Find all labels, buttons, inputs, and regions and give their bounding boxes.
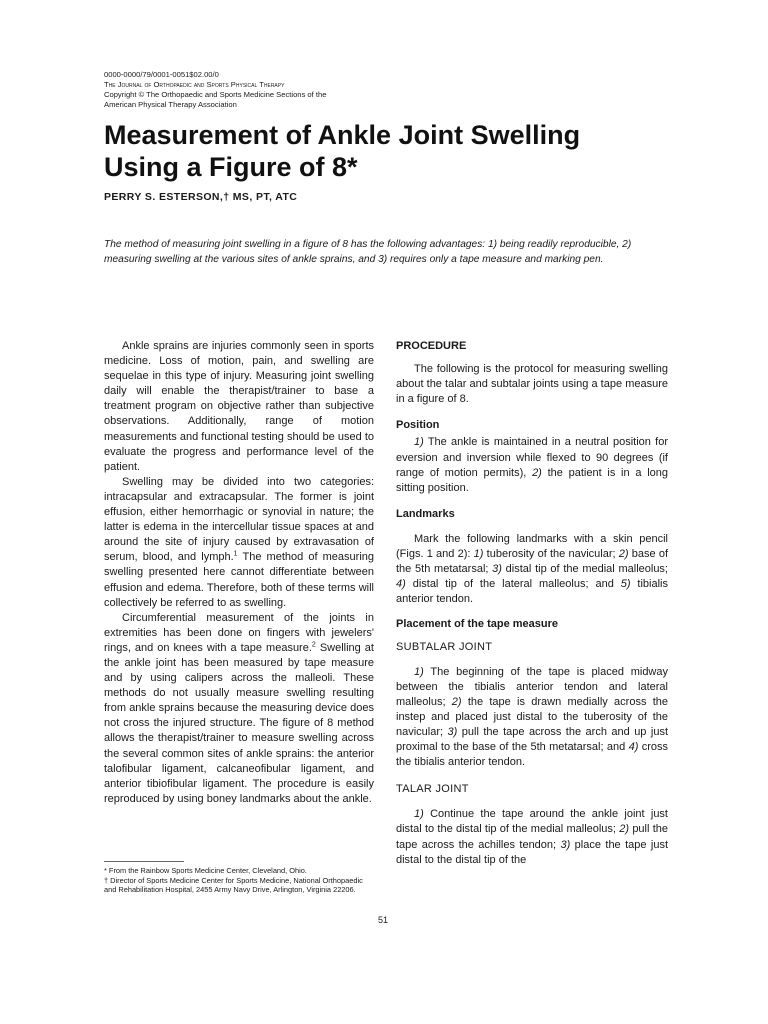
landmarks-paragraph: Mark the following landmarks with a skin pencil (Figs. 1 and 2): 1) tuberosity of the navicular; 2) base of the 5th metatarsal; 3) distal tip of the medial malleolus; 4) distal tip of the lateral malleolus; and 5) tibialis anterior tendon. xyxy=(396,532,669,606)
subtalar-paragraph: 1) The beginning of the tape is placed midway between the tibialis anterior tendon and lateral malleolus; 2) the tape is drawn medially across the instep and placed just distal to the tuberosity of the navicular; 3) pull the tape across the arch and up just proximal to the base of the 5th metatarsal; and 4) cross the tibialis anterior tendon. xyxy=(396,665,668,769)
copyright-line-1: Copyright © The Orthopaedic and Sports Medicine Sections of the xyxy=(104,90,327,99)
title-line-2: Using a Figure of 8* xyxy=(104,152,358,182)
procedure-heading: PROCEDURE xyxy=(396,340,467,352)
article-title xyxy=(104,119,704,183)
procedure-paragraph: The following is the protocol for measuring swelling about the talar and subtalar joints using a tape measure in a figure of 8. xyxy=(396,363,668,406)
footnote-2: † Director of Sports Medicine Center for Sports Medicine, National Orthopaedic and Rehabilitation Hospital, 2455 Army Navy Drive, Arlington, Virginia 22206. xyxy=(104,875,363,895)
placement-heading: Placement of the tape measure xyxy=(396,618,559,631)
reference-1: 1 xyxy=(233,550,238,558)
intro-paragraph-3: Circumferential measurement of the joints in extremities has been done on fingers with jewelers' rings, and on knees with a tape measure.$^2$ Swelling at the ankle joint has been measured by tape measure and by using calipers across the malleoli. These methods do not usually measure swelling resulting from ankle sprains because the measuring device does not cross the injured structure. The figure of 8 method allows the therapist/trainer to measure swelling across the several common sites of ankle sprains: the anterior talofibular ligament, calcaneofibular ligament, and anterior tibiofibular ligament. The procedure is easily reproduced by using boney landmarks about the ankle. xyxy=(104,611,374,805)
intro-paragraph-2: Swelling may be divided into two categories: intracapsular and extracapsular. The former is joint effusion, either hemorrhagic or synovial in nature; the latter is edema in the intercellular tissue spaces at and around the site of injury caused by extravasation of serum, blood, and lymph.$^1$ The method of measuring swelling presented here cannot differentiate between effusion and edema. Therefore, both of these terms will collectively be referred to as swelling. xyxy=(104,475,374,609)
abstract: The method of measuring joint swelling in a figure of 8 has the following advantages: 1) being readily reproducible, 2) measuring swelling at the various sites of ankle sprains, and 3) requires only a tape measure and marking pen. xyxy=(104,239,632,265)
landmarks-heading: Landmarks xyxy=(396,507,455,520)
copyright-line-2: American Physical Therapy Association xyxy=(104,100,237,109)
talar-paragraph: 1) Continue the tape around the ankle joint just distal to the distal tip of the medial malleolus; 2) pull the tape across the achilles tendon; 3) place the tape just distal to the distal tip of the xyxy=(396,808,669,866)
left-column xyxy=(104,339,374,807)
intro-paragraph-1: Ankle sprains are injuries commonly seen in sports medicine. Loss of motion, pain, and swelling are sequelae in this type of injury. Measuring joint swelling daily will enable the therapist/trainer to base a treatment program on objective rather than subjective observations. Additionally, range of motion measurements and functional testing should be used to evaluate the progress and performance level of the patient. xyxy=(104,340,374,473)
position-heading: Position xyxy=(396,419,440,432)
footnote-rule xyxy=(104,861,184,862)
position-paragraph: 1) The ankle is maintained in a neutral position for eversion and inversion while flexed to 90 degrees (if range of motion permits), 2) the patient is in a long sitting position. xyxy=(396,436,668,494)
page-number: 51 xyxy=(378,915,389,925)
reference-2: 2 xyxy=(311,641,316,649)
subtalar-heading: SUBTALAR JOINT xyxy=(396,640,493,653)
right-column xyxy=(396,339,668,868)
article-code: 0000-0000/79/0001-0051$02.00/0 xyxy=(104,70,219,79)
footnote-1: * From the Rainbow Sports Medicine Center, Cleveland, Ohio. xyxy=(104,866,307,875)
journal-name: The Journal of Orthopaedic and Sports Physical Therapy xyxy=(104,80,285,89)
talar-heading: TALAR JOINT xyxy=(396,783,469,796)
journal-header xyxy=(104,70,424,110)
footnotes xyxy=(104,866,374,895)
author-line: PERRY S. ESTERSON,† MS, PT, ATC xyxy=(104,191,298,203)
title-line-1: Measurement of Ankle Joint Swelling xyxy=(104,120,581,150)
